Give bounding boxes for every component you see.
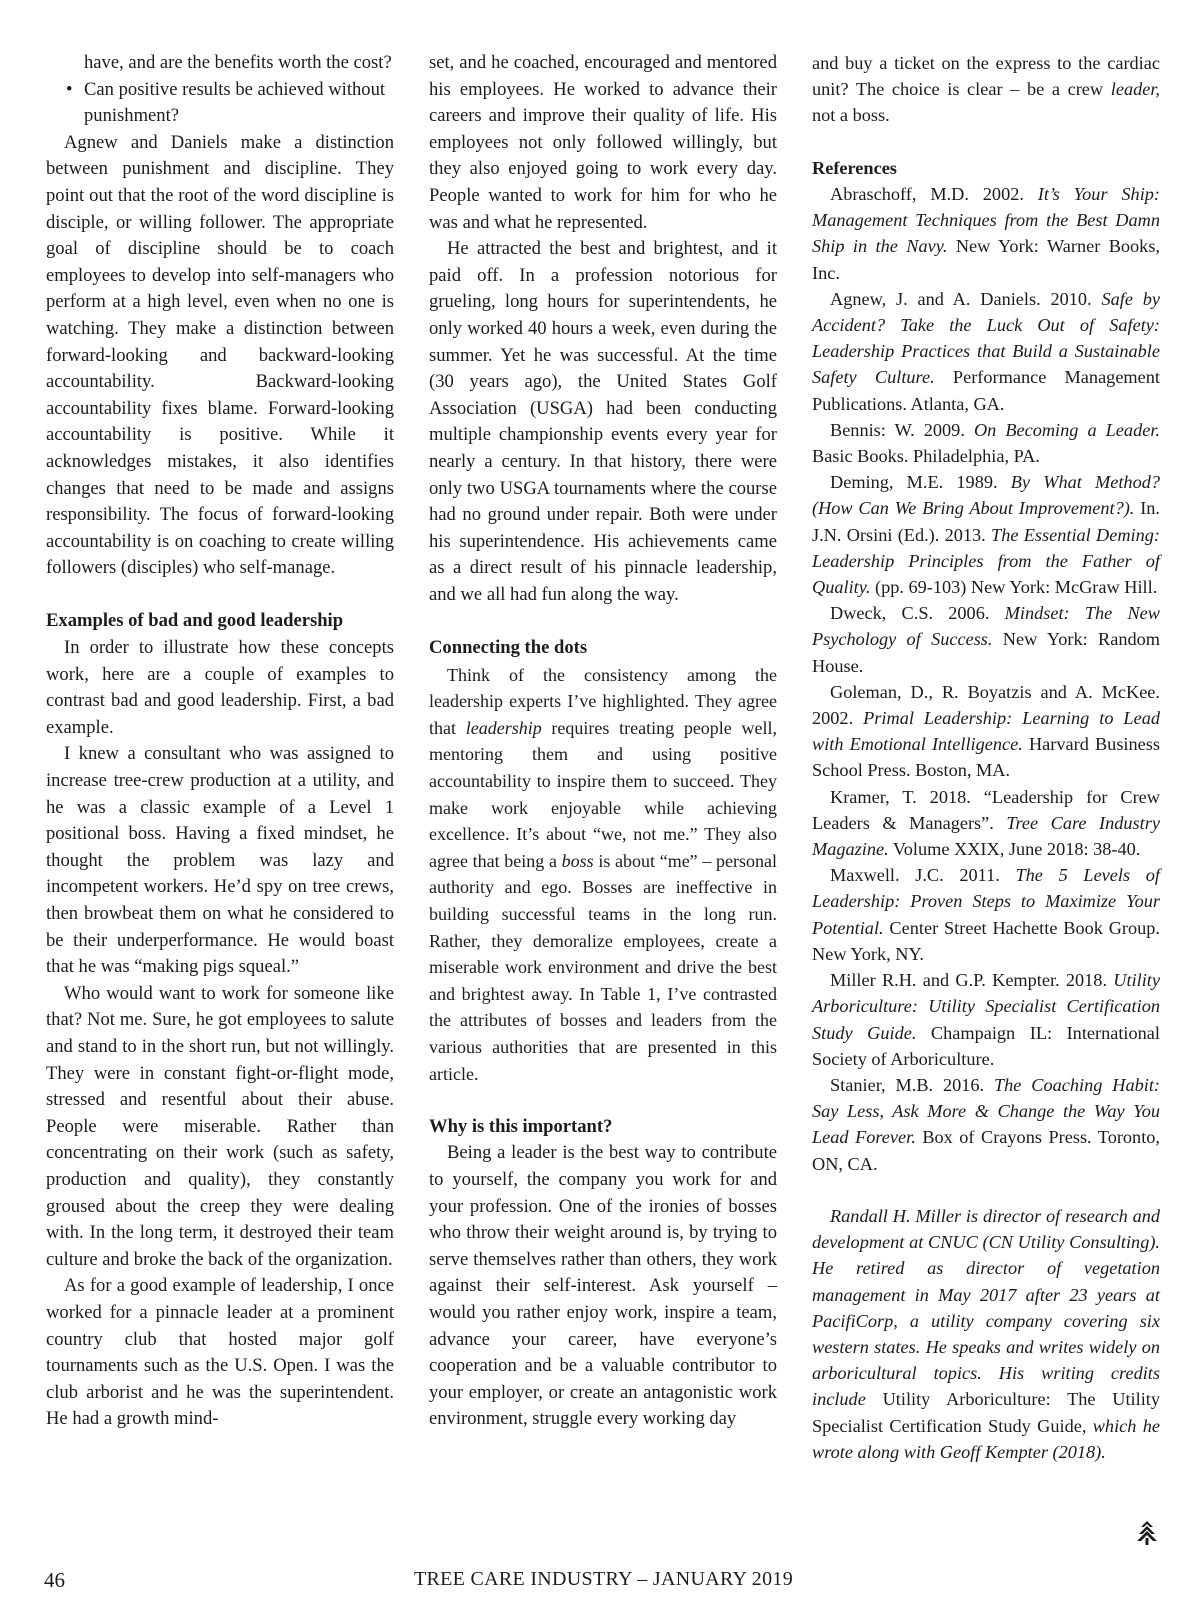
- reference-entry: Goleman, D., R. Boyatzis and A. McKee. 2002. Primal Leadership: Learning to Lead with Emotional Intelligence. Harvard Business School Press. Boston, MA.: [812, 681, 1160, 781]
- reference-entry: Stanier, M.B. 2016. The Coaching Habit: Say Less, Ask More & Change the Way You Lead Forever. Box of Crayons Press. Toronto, ON, CA.: [812, 1074, 1160, 1174]
- footer-title: TREE CARE INDUSTRY – JANUARY 2019: [414, 1568, 793, 1590]
- body-paragraph: Who would want to work for someone like that? Not me. Sure, he got employees to salute and stand to in the short run, but not willingly. They were in constant fight-or-flight mode, stressed and resentful about their abuse. People were miserable. Rather than concentrating on their work (such as safety, production and quality), they constantly groused about the creep they were dealing with. In the long term, it destroyed their team culture and broke the back of the organization.: [46, 982, 394, 1270]
- body-paragraph: In order to illustrate how these concepts work, here are a couple of examples to contrast bad and good leadership. First, a bad example.: [46, 637, 394, 738]
- tree-logo-icon: [1136, 1521, 1158, 1545]
- reference-entry: Bennis: W. 2009. On Becoming a Leader. Basic Books. Philadelphia, PA.: [812, 419, 1160, 467]
- column-2: [429, 50, 777, 1433]
- reference-entry: Abraschoff, M.D. 2002. It’s Your Ship: Management Techniques from the Best Damn Ship in the Navy. New York: Warner Books, Inc.: [812, 184, 1161, 283]
- body-paragraph: As for a good example of leadership, I once worked for a pinnacle leader at a prominent country club that hosted major golf tournaments such as the U.S. Open. I was the club arborist and he was the superintendent. He had a growth mind-: [46, 1275, 394, 1430]
- bullet-item-continued: have, and are the benefits worth the cost?: [84, 52, 392, 73]
- page-number: 46: [44, 1568, 65, 1592]
- section-heading: Examples of bad and good leadership: [46, 610, 344, 632]
- column-1: [46, 50, 394, 1433]
- reference-entry: Dweck, C.S. 2006. Mindset: The New Psychology of Success. New York: Random House.: [812, 603, 1160, 676]
- references-list: [812, 181, 1160, 1177]
- body-paragraph: He attracted the best and brightest, and it paid off. In a profession notorious for grueling, long hours for superintendents, he only worked 40 hours a week, even during the summer. Yet he was successful. At the time (30 years ago), the United States Golf Association (USGA) had been conducting multiple championship events every year for nearly a century. In that history, there were only two USGA tournaments where the course had no ground under repair. Both were under his superintendence. His achievements came as a direct result of his pinnacle leadership, and we all had fun along the way.: [429, 238, 777, 605]
- bullet-item: • Can positive results be achieved without punishment?: [66, 78, 386, 127]
- section-heading: Connecting the dots: [429, 637, 588, 659]
- bullet-icon: •: [66, 78, 73, 100]
- body-paragraph: Being a leader is the best way to contribute to yourself, the company you work for and your profession. One of the ironies of bosses who throw their weight around is, by trying to serve themselves rather than others, they work against their self-interest. Ask yourself – would you rather enjoy work, inspire a team, advance your career, have everyone’s cooperation and be a valuable contributor to your employer, or create an antagonistic work environment, struggle every working day: [429, 1142, 777, 1430]
- body-paragraph: and buy a ticket on the express to the cardiac unit? The choice is clear – be a crew leader, not a boss.: [812, 53, 1160, 126]
- reference-entry: Deming, M.E. 1989. By What Method? (How Can We Bring About Improvement?). In. J.N. Orsini (Ed.). 2013. The Essential Deming: Leadership Principles from the Father of Quality. (pp. 69-103) New York: McGraw Hill.: [812, 472, 1161, 598]
- column-3: [812, 50, 1160, 1465]
- reference-entry: Kramer, T. 2018. “Leadership for Crew Leaders & Managers”. Tree Care Industry Magazine. Volume XXIX, June 2018: 38-40.: [812, 786, 1160, 860]
- body-paragraph: Think of the consistency among the leadership experts I’ve highlighted. They agree that leadership requires treating people well, mentoring them and using positive accountability to inspire them to succeed. They make work enjoyable while achieving excellence. It’s about “we, not me.” They also agree that being a boss is about “me” – personal authority and ego. Bosses are ineffective in building successful teams in the long run. Rather, they demoralize employees, create a miserable work environment and drive the best and brightest away. In Table 1, I’ve contrasted the attributes of bosses and leaders from the various authorities that are presented in this article.: [429, 664, 778, 1084]
- body-paragraph: Agnew and Daniels make a distinction between punishment and discipline. They point out that the root of the word discipline is disciple, or willing follower. The appropriate goal of discipline should be to coach employees to develop into self-managers who perform at a high level, even when no one is watching. They make a distinction between forward-looking and backward-looking accountability. Backward-looking accountability fixes blame. Forward-looking accountability is positive. While it acknowledges mistakes, it also identifies changes that need to be made and assigns responsibility. The focus of forward-looking accountability is on coaching to create willing followers (disciples) who self-manage.: [46, 131, 394, 579]
- body-paragraph: set, and he coached, encouraged and mentored his employees. He worked to advance their careers and improve their quality of life. His employees not only followed willingly, but they also enjoyed going to work every day. People wanted to work for him for who he was and what he represented.: [429, 52, 777, 233]
- body-paragraph: I knew a consultant who was assigned to increase tree-crew production at a utility, and he was a classic example of a Level 1 positional boss. Having a fixed mindset, he thought the problem was lazy and incompetent workers. He’d spy on tree crews, then browbeat them on what he considered to be their underperformance. He would boast that he was “making pigs squeal.”: [46, 743, 394, 978]
- references-heading: References: [812, 157, 897, 178]
- author-bio: Randall H. Miller is director of research and development at CNUC (CN Utility Consulting). He retired as director of vegetation management in May 2017 after 23 years at PacifiCorp, a utility company covering six western states. He speaks and writes widely on arboricultural topics. His writing credits include Utility Arboriculture: The Utility Specialist Certification Study Guide, which he wrote along with Geoff Kempter (2018).: [812, 1205, 1160, 1462]
- reference-entry: Miller R.H. and G.P. Kempter. 2018. Utility Arboriculture: Utility Specialist Certification Study Guide. Champaign IL: International Society of Arboriculture.: [812, 970, 1160, 1069]
- reference-entry: Maxwell. J.C. 2011. The 5 Levels of Leadership: Proven Steps to Maximize Your Potential. Center Street Hachette Book Group. New York, NY.: [812, 865, 1160, 964]
- section-heading: Why is this important?: [429, 1115, 613, 1137]
- reference-entry: Agnew, J. and A. Daniels. 2010. Safe by Accident? Take the Luck Out of Safety: Leadership Practices that Build a Sustainable Safety Culture. Performance Management Publications. Atlanta, GA.: [812, 288, 1160, 414]
